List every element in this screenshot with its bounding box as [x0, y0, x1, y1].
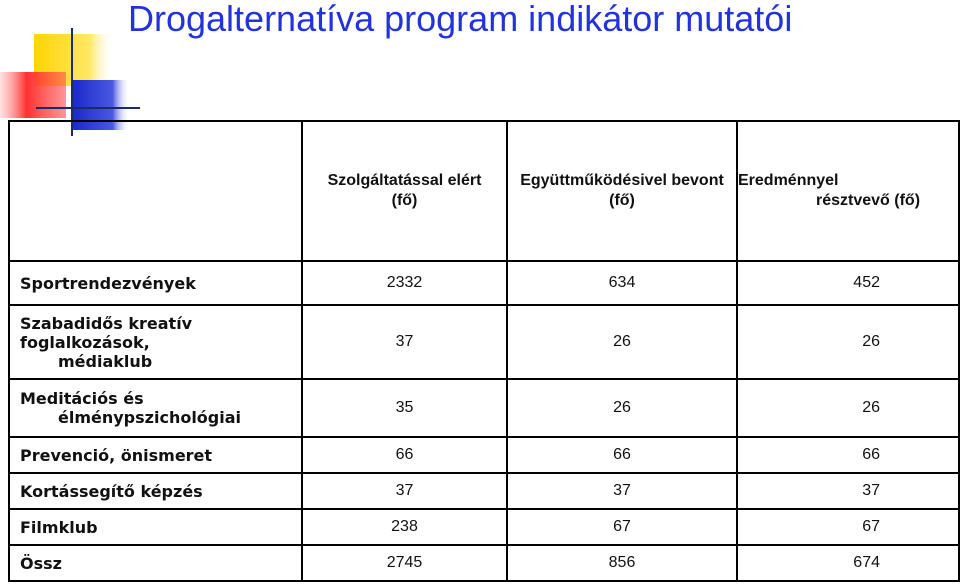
header-involved [507, 121, 737, 261]
header-involved-line2: (fő) [609, 192, 635, 209]
row-label [9, 509, 302, 545]
header-successful [737, 121, 959, 261]
cell-involved: 37 [507, 473, 737, 509]
indicator-table [8, 120, 960, 582]
table-row [9, 379, 959, 437]
cell-served: 238 [302, 509, 507, 545]
row-label-text: Össz [20, 553, 62, 573]
cell-served: 37 [302, 305, 507, 379]
row-label-text: Filmklub [20, 517, 98, 537]
row-label [9, 437, 302, 473]
cell-successful: 674 [737, 545, 959, 581]
row-label [9, 545, 302, 581]
table-row [9, 261, 959, 305]
cell-involved: 634 [507, 261, 737, 305]
table-row [9, 437, 959, 473]
header-successful-line1: Eredménnyel [738, 172, 839, 189]
header-served [302, 121, 507, 261]
row-label-text: Kortássegítő képzés [20, 481, 203, 501]
header-served-line2: (fő) [391, 192, 418, 209]
cell-served: 2745 [302, 545, 507, 581]
row-label [9, 305, 302, 379]
table-header-row [9, 121, 959, 261]
cell-successful: 67 [737, 509, 959, 545]
decorative-squares-graphic [0, 0, 140, 140]
page-title: Drogalternatíva program indikátor mutatói [128, 0, 793, 39]
row-label [9, 261, 302, 305]
cell-involved: 67 [507, 509, 737, 545]
indicator-table-container [8, 120, 958, 585]
header-corner-cell [9, 121, 302, 261]
row-label-text: Szabadidős kreatív foglalkozások, [20, 313, 193, 352]
header-served-line1: Szolgáltatással elért [327, 172, 482, 189]
table-row [9, 473, 959, 509]
cell-served: 66 [302, 437, 507, 473]
cell-involved: 26 [507, 379, 737, 437]
cell-involved: 66 [507, 437, 737, 473]
cell-involved: 856 [507, 545, 737, 581]
cell-successful: 452 [737, 261, 959, 305]
row-label-text-cont: élménypszichológiai [58, 408, 242, 427]
header-successful-line2: résztvevő (fő) [816, 192, 921, 209]
row-label [9, 473, 302, 509]
header-involved-line1: Együttműködésivel bevont [520, 172, 724, 189]
table-row [9, 509, 959, 545]
deco-red-square [0, 72, 66, 118]
cell-involved: 26 [507, 305, 737, 379]
cell-successful: 37 [737, 473, 959, 509]
table-row-total [9, 545, 959, 581]
cell-served: 37 [302, 473, 507, 509]
cell-successful: 26 [737, 379, 959, 437]
row-label-text: Prevenció, önismeret [20, 445, 213, 465]
row-label-text: Sportrendezvények [20, 273, 196, 293]
cell-successful: 26 [737, 305, 959, 379]
row-label [9, 379, 302, 437]
cell-served: 35 [302, 379, 507, 437]
row-label-text: Meditációs és [20, 389, 144, 408]
table-row [9, 305, 959, 379]
cell-served: 2332 [302, 261, 507, 305]
cell-successful: 66 [737, 437, 959, 473]
row-label-text-cont: médiaklub [58, 351, 153, 371]
